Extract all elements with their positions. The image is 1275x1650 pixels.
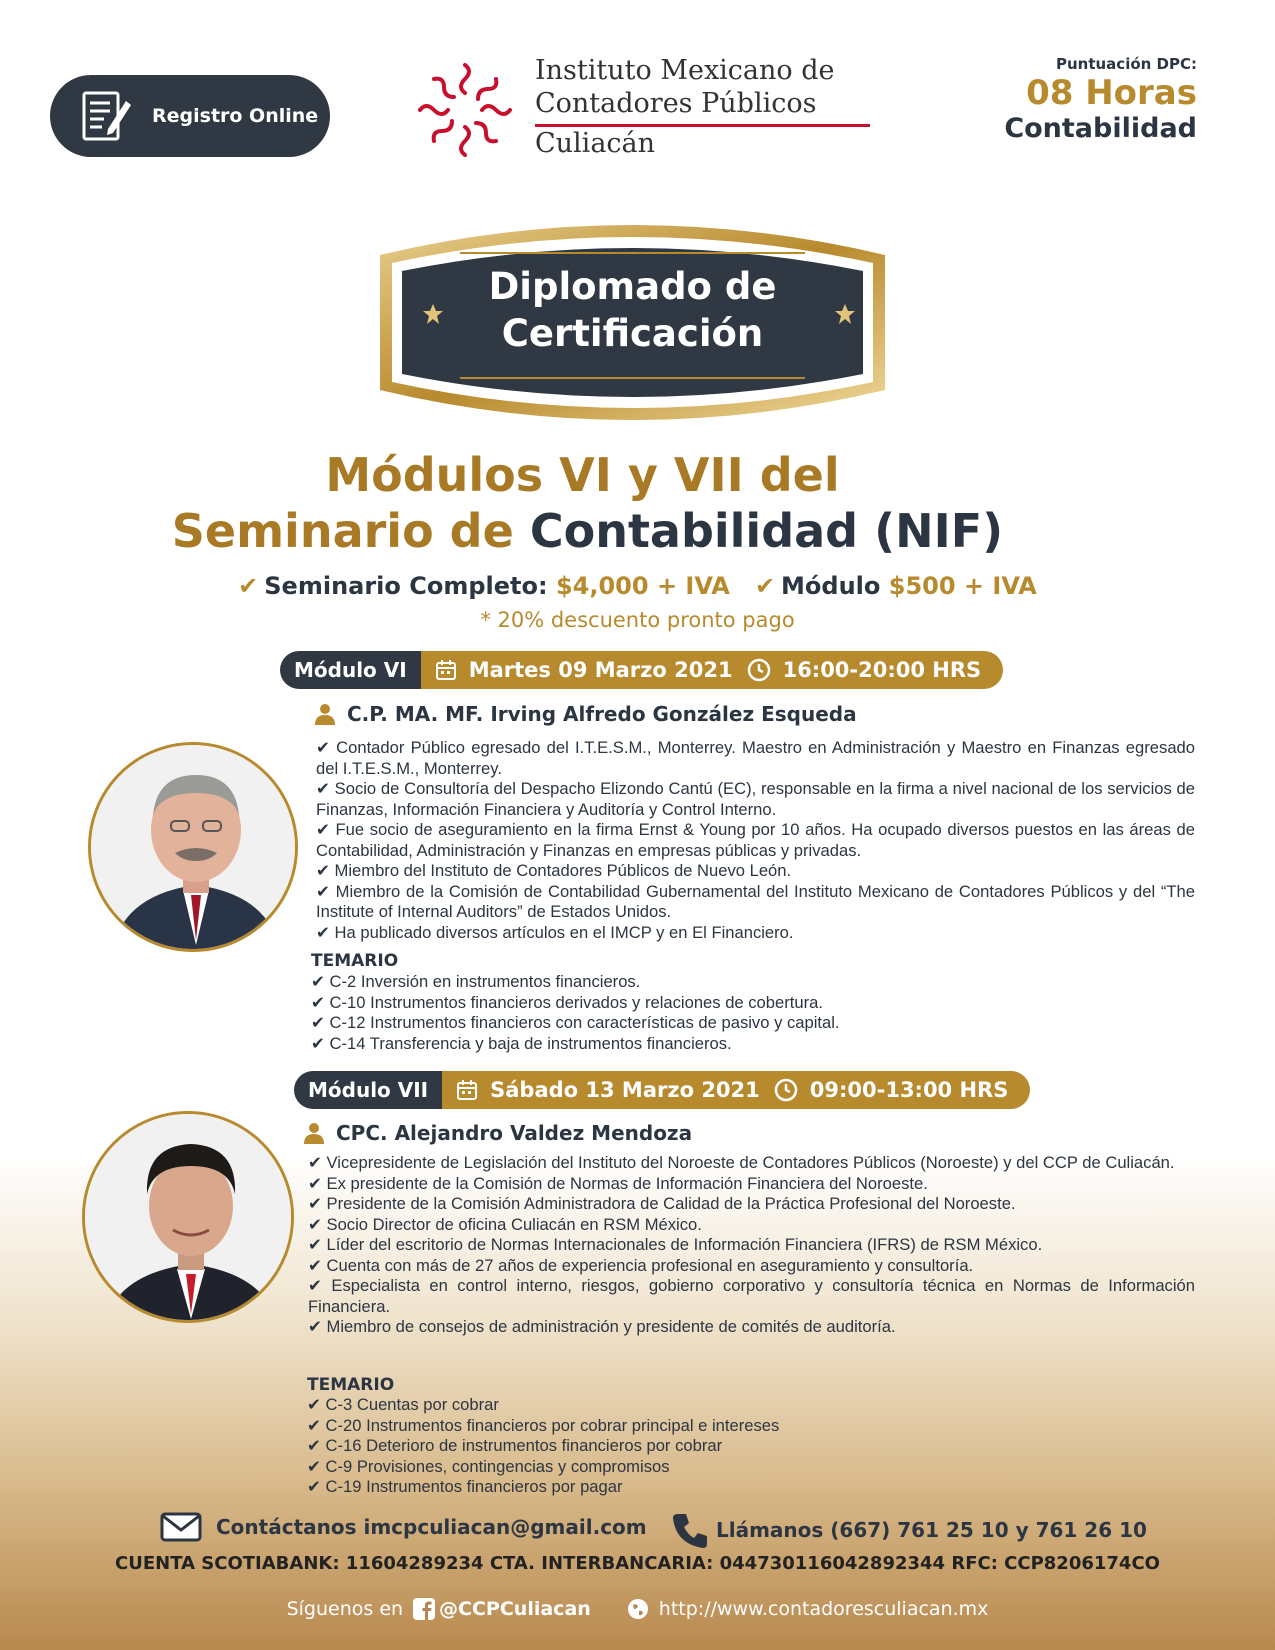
bio-item: ✔ Especialista en control interno, riesgos, gobierno corporativo y consultoría técnica en Normas de Información Financiera. (308, 1276, 1195, 1317)
bio-item: ✔ Ha publicado diversos artículos en el IMCP y en El Financiero. (316, 923, 1195, 944)
badge-title-line2: Certificación (501, 312, 764, 355)
speaker-photo (82, 1111, 294, 1323)
contact-email[interactable]: Contáctanos imcpculiacan@gmail.com (160, 1512, 647, 1542)
bio-item: ✔ Presidente de la Comisión Administradora de Calidad de la Práctica Profesional del Noroeste. (308, 1194, 1195, 1215)
bio-item: ✔ Miembro de la Comisión de Contabilidad Gubernamental del Instituto Mexicano de Contadores Públicos y del “The Institute of Internal Auditors” de Estados Unidos. (316, 882, 1195, 923)
temario-item: ✔ C-12 Instrumentos financieros con características de pasivo y capital. (311, 1013, 1111, 1034)
title-line2-dark: Contabilidad (NIF) (529, 504, 1004, 558)
page-title (0, 448, 1275, 558)
dpc-hours: 08 Horas (1026, 73, 1197, 113)
temario-item: ✔ C-10 Instrumentos financieros derivados y relaciones de cobertura. (311, 993, 1111, 1014)
complete-label: Seminario Completo: (264, 572, 548, 600)
module-schedule (421, 651, 1003, 689)
certification-badge (360, 205, 905, 440)
bio-item: ✔ Cuenta con más de 27 años de experiencia profesional en aseguramiento y consultoría. (308, 1256, 1195, 1277)
dpc-score (1004, 55, 1197, 145)
speaker-photo (88, 742, 298, 952)
title-line2-gold: Seminario de (171, 504, 514, 558)
institute-name-line1: Instituto Mexicano de (535, 55, 835, 86)
check-icon: ✔ (754, 572, 776, 600)
temario-item: ✔ C-20 Instrumentos financieros por cobrar principal e intereses (307, 1416, 1107, 1437)
module-schedule (442, 1071, 1030, 1109)
badge-title (360, 263, 905, 357)
speaker-bio (308, 1153, 1195, 1338)
clock-icon (747, 658, 771, 682)
temario-item: ✔ C-2 Inversión en instrumentos financieros. (311, 972, 1111, 993)
module-price: $500 + IVA (888, 572, 1037, 600)
bio-item: ✔ Socio Director de oficina Culiacán en RSM México. (308, 1215, 1195, 1236)
institute-city: Culiacán (535, 128, 656, 159)
speaker-name: CPC. Alejandro Valdez Mendoza (304, 1121, 692, 1145)
bank-info: CUENTA SCOTIABANK: 11604289234 CTA. INTERBANCARIA: 044730116042892344 RFC: CCP8206174CO (115, 1553, 1160, 1574)
website-link[interactable]: http://www.contadoresculiacan.mx (627, 1598, 989, 1620)
dpc-label: Puntuación DPC: (1055, 55, 1197, 73)
institute-logo (410, 55, 870, 165)
bio-item: ✔ Líder del escritorio de Normas Internacionales de Información Financiera (IFRS) de RSM México. (308, 1235, 1195, 1256)
temario-item: ✔ C-9 Provisiones, contingencias y compromisos (307, 1457, 1107, 1478)
module-time: 16:00-20:00 HRS (782, 658, 982, 682)
envelope-icon (160, 1512, 202, 1542)
contact-phone[interactable]: Llámanos (667) 761 25 10 y 761 26 10 (670, 1510, 1147, 1550)
temario-item: ✔ C-14 Transferencia y baja de instrumentos financieros. (311, 1034, 1111, 1055)
temario-list (311, 972, 1111, 1054)
module-time: 09:00-13:00 HRS (809, 1078, 1009, 1102)
registro-online-label: Registro Online (152, 105, 319, 127)
temario-list (307, 1395, 1107, 1498)
follow-label: Síguenos en (286, 1598, 404, 1620)
temario-item: ✔ C-3 Cuentas por cobrar (307, 1395, 1107, 1416)
pricing (0, 572, 1275, 600)
social-links (0, 1598, 1275, 1620)
facebook-icon (413, 1598, 435, 1620)
dpc-area: Contabilidad (1004, 113, 1197, 144)
registro-online-button[interactable] (50, 75, 330, 157)
form-edit-icon (64, 75, 146, 157)
bio-item: ✔ Vicepresidente de Legislación del Instituto del Noroeste de Contadores Públicos (Noroeste) y del CCP de Culiacán. (308, 1153, 1195, 1174)
phone-icon (670, 1510, 710, 1550)
module-label: Módulo (781, 572, 881, 600)
module-date: Sábado 13 Marzo 2021 (490, 1078, 760, 1102)
module-vii-bar (294, 1071, 1030, 1109)
calendar-icon (435, 659, 457, 681)
speaker-name: C.P. MA. MF. Irving Alfredo González Esqueda (315, 702, 857, 726)
temario-heading: TEMARIO (307, 1375, 395, 1395)
complete-price: $4,000 + IVA (555, 572, 730, 600)
globe-icon (627, 1598, 649, 1620)
facebook-link[interactable]: @CCPCuliacan (413, 1598, 591, 1620)
imcp-emblem-icon (410, 55, 520, 165)
check-icon: ✔ (238, 572, 259, 600)
discount-note: * 20% descuento pronto pago (480, 608, 795, 632)
bio-item: ✔ Miembro de consejos de administración y presidente de comités de auditoría. (308, 1317, 1195, 1338)
badge-title-line1: Diplomado de (488, 265, 777, 308)
module-vi-bar (280, 651, 1003, 689)
speaker-bio (316, 738, 1195, 943)
calendar-icon (456, 1079, 478, 1101)
temario-item: ✔ C-19 Instrumentos financieros por pagar (307, 1477, 1107, 1498)
institute-name-line2: Contadores Públicos (535, 88, 817, 119)
temario-item: ✔ C-16 Deterioro de instrumentos financieros por cobrar (307, 1436, 1107, 1457)
module-tag: Módulo VII (294, 1071, 442, 1109)
logo-divider (535, 124, 870, 127)
person-icon (315, 703, 335, 725)
bio-item: ✔ Socio de Consultoría del Despacho Elizondo Cantú (EC), responsable en la firma a nivel nacional de los servicios de Finanzas, Información Financiera y Auditoría y Control Interno. (316, 779, 1195, 820)
person-icon (304, 1122, 324, 1144)
bio-item: ✔ Fue socio de aseguramiento en la firma Ernst & Young por 10 años. Ha ocupado diversos puestos en las áreas de Contabilidad, Administración y Finanzas en empresas públicas y privadas. (316, 820, 1195, 861)
bio-item: ✔ Ex presidente de la Comisión de Normas de Información Financiera del Noroeste. (308, 1174, 1195, 1195)
title-line2 (0, 504, 1275, 558)
title-line1: Módulos VI y VII del (325, 448, 840, 502)
bio-item: ✔ Miembro del Instituto de Contadores Públicos de Nuevo León. (316, 861, 1195, 882)
clock-icon (774, 1078, 798, 1102)
temario-heading: TEMARIO (311, 951, 399, 971)
bio-item: ✔ Contador Público egresado del I.T.E.S.M., Monterrey. Maestro en Administración y Maestro en Finanzas egresado del I.T.E.S.M., Monterrey. (316, 738, 1195, 779)
module-date: Martes 09 Marzo 2021 (468, 658, 733, 682)
module-tag: Módulo VI (280, 651, 421, 689)
